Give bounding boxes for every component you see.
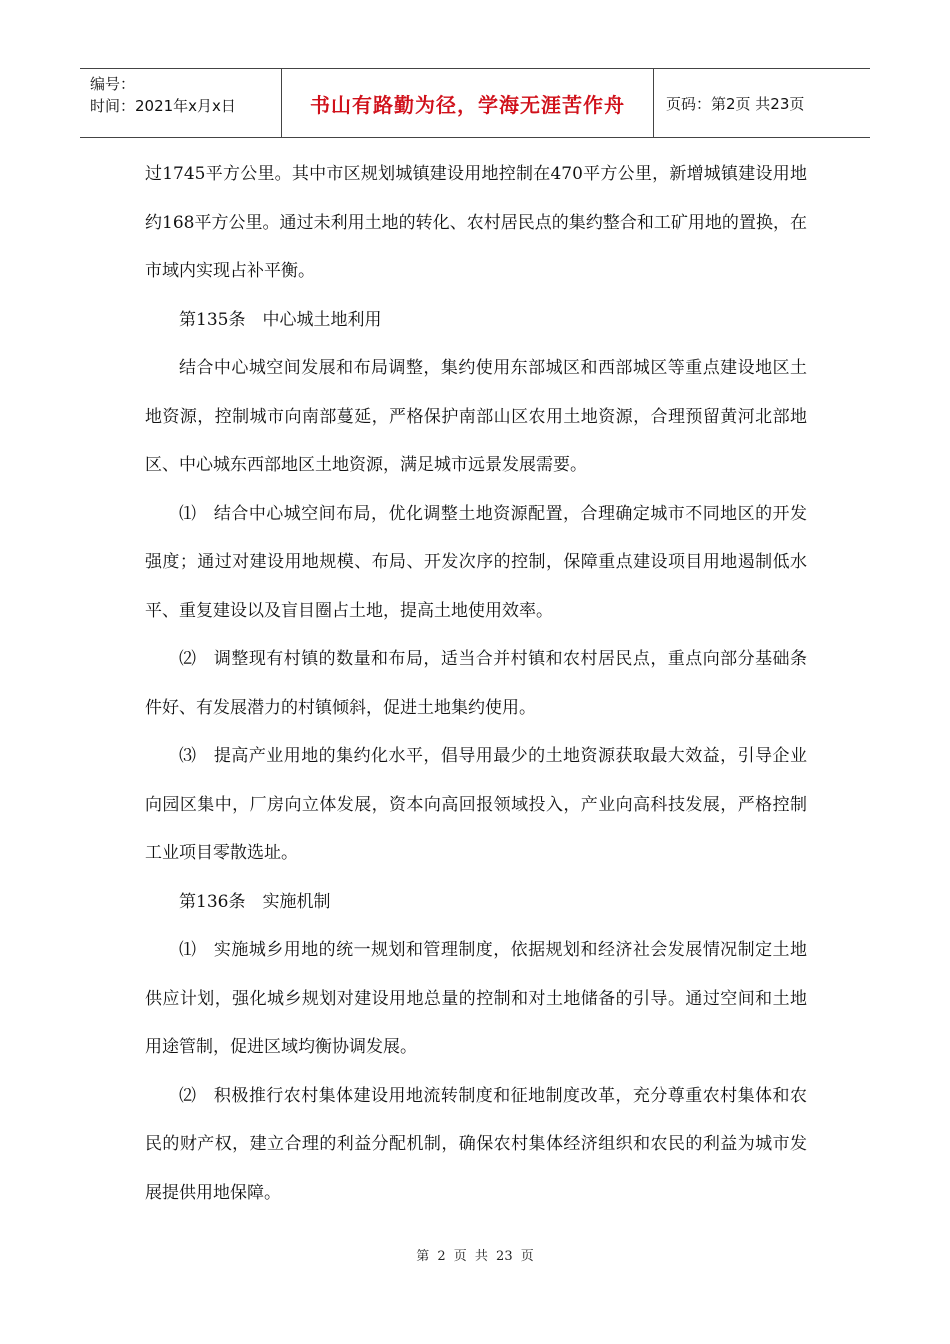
time-label: 时间：2021年x月x日 (90, 97, 236, 115)
header-motto-cell (282, 69, 654, 137)
paragraph: 过1745平方公里。其中市区规划城镇建设用地控制在470平方公里，新增城镇建设用地约168平方公里。通过未利用土地的转化、农村居民点的集约整合和工矿用地的置换，在市域内实现占补平衡。 (145, 164, 807, 281)
number-label: 编号： (90, 75, 136, 93)
article-heading: 第135条 中心城土地利用 (179, 309, 382, 330)
list-item: ⑶ 提高产业用地的集约化水平，倡导用最少的土地资源获取最大效益，引导企业向园区集中，厂房向立体发展，资本向高回报领域投入，产业向高科技发展，严格控制工业项目零散选址。 (145, 746, 807, 863)
page-footer: 第 2 页 共 23 页 (416, 1249, 534, 1264)
header-meta (80, 69, 282, 137)
paragraph: 结合中心城空间发展和布局调整，集约使用东部城区和西部城区等重点建设地区土地资源，控制城市向南部蔓延，严格保护南部山区农用土地资源，合理预留黄河北部地区、中心城东西部地区土地资源，满足城市远景发展需要。 (145, 358, 807, 475)
header-page-info: 页码：第2页 共23页 (666, 94, 805, 113)
list-item: ⑴ 实施城乡用地的统一规划和管理制度，依据规划和经济社会发展情况制定土地供应计划，强化城乡规划对建设用地总量的控制和对土地储备的引导。通过空间和土地用途管制，促进区域均衡协调发展。 (145, 940, 807, 1057)
list-item: ⑴ 结合中心城空间布局，优化调整土地资源配置，合理确定城市不同地区的开发强度；通过对建设用地规模、布局、开发次序的控制，保障重点建设项目用地遏制低水平、重复建设以及盲目圈占土地，提高土地使用效率。 (145, 503, 807, 621)
list-item: ⑵ 调整现有村镇的数量和布局，适当合并村镇和农村居民点，重点向部分基础条件好、有发展潜力的村镇倾斜，促进土地集约使用。 (145, 649, 807, 718)
article-heading: 第136条 实施机制 (179, 891, 331, 912)
document-body (145, 150, 807, 1217)
list-item: ⑵ 积极推行农村集体建设用地流转制度和征地制度改革，充分尊重农村集体和农民的财产权，建立合理的利益分配机制，确保农村集体经济组织和农民的利益为城市发展提供用地保障。 (145, 1085, 807, 1203)
header-motto: 书山有路勤为径，学海无涯苦作舟 (310, 92, 625, 117)
page-header (80, 68, 870, 138)
